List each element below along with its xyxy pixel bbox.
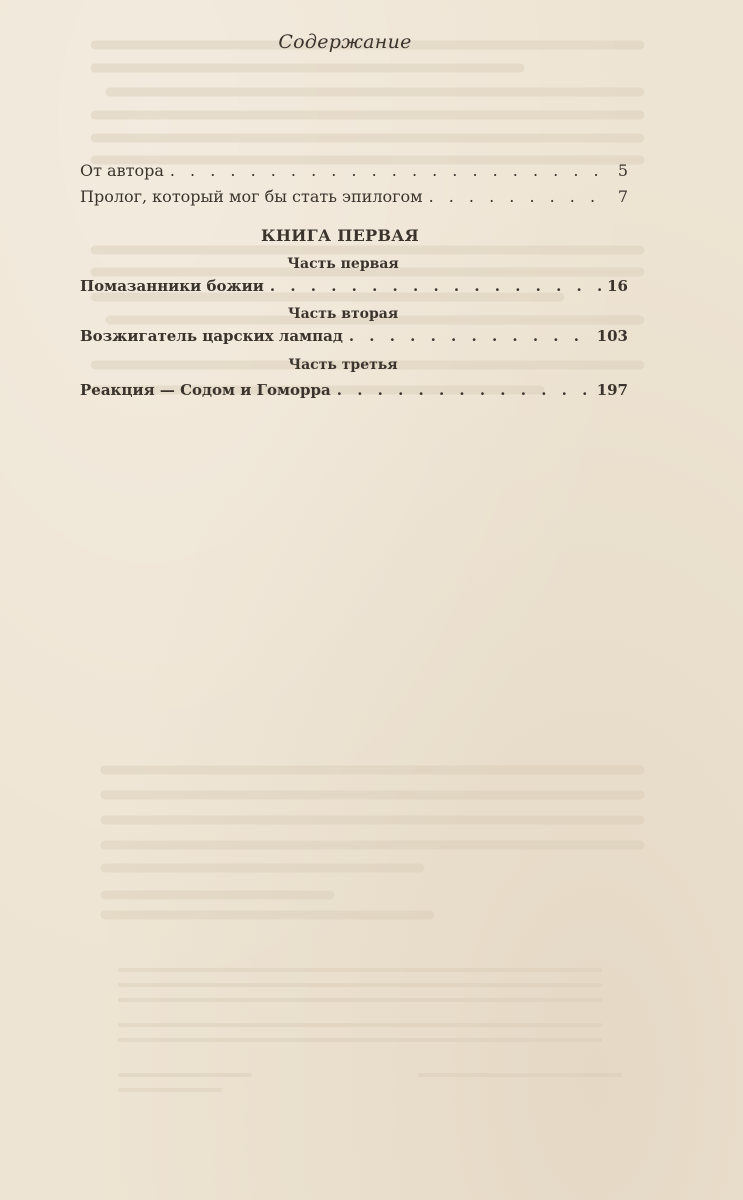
- toc-page-number: 16: [607, 277, 628, 295]
- page-title: Содержание: [278, 31, 412, 53]
- toc-page-number: 197: [596, 381, 628, 399]
- book-heading: КНИГА ПЕРВАЯ: [260, 226, 420, 245]
- toc-entry-part-3[interactable]: [80, 380, 628, 400]
- toc-leader-dots: [337, 380, 591, 400]
- toc-entry-label: От автора: [80, 161, 164, 180]
- part-heading-3: Часть третья: [288, 357, 398, 373]
- toc-entry-label: Пролог, который мог бы стать эпилогом: [80, 187, 423, 206]
- toc-leader-dots: [270, 276, 601, 296]
- part-heading-1: Часть первая: [287, 256, 399, 272]
- part-heading-2: Часть вторая: [287, 306, 399, 322]
- toc-entry-prologue[interactable]: [80, 187, 628, 207]
- toc-entry-label: Возжигатель царских лампад: [80, 327, 343, 345]
- toc-entry-author[interactable]: [80, 161, 628, 181]
- toc-entry-label: Реакция — Содом и Гоморра: [80, 381, 331, 399]
- toc-page-number: 7: [617, 187, 628, 206]
- toc-entry-part-2[interactable]: [80, 326, 628, 346]
- toc-leader-dots: [429, 187, 602, 207]
- toc-entry-label: Помазанники божии: [80, 277, 264, 295]
- toc-page-number: 5: [617, 161, 628, 180]
- toc-leader-dots: [349, 326, 591, 346]
- toc-entry-part-1[interactable]: [80, 276, 628, 296]
- toc-page-number: 103: [596, 327, 628, 345]
- toc-leader-dots: [170, 161, 602, 181]
